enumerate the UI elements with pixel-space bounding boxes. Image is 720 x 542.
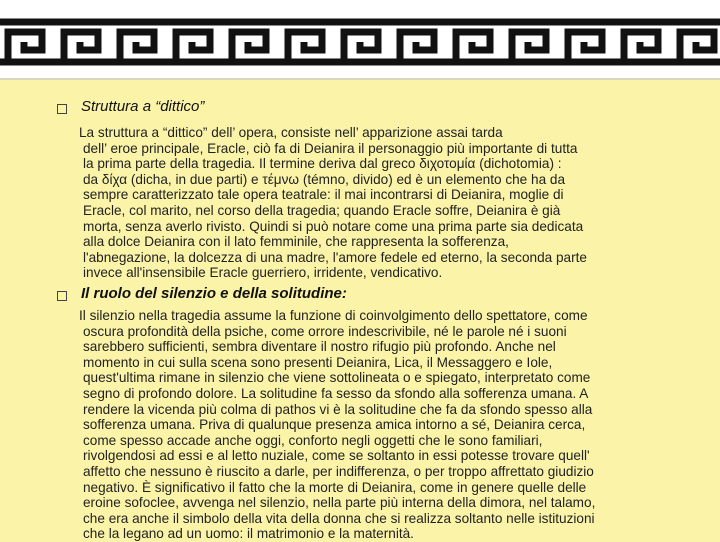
paragraph-line: sempre caratterizzato tale opera teatrale: il mai incontrarsi di Deianira, moglie di — [83, 187, 564, 203]
paragraph-line: che era anche il simbolo della vita della donna che si realizza soltanto nelle istituzioni — [83, 510, 595, 526]
paragraph-line: sofferenza umana. Priva di qualunque presenza amica intorno a sé, Deianira cerca, — [83, 417, 586, 433]
paragraph-line: sarebbero sufficienti, sembra diventare il nostro rifugio più profondo. Anche nel — [83, 339, 556, 355]
paragraph-line: affetto che nessuno è riuscito a darle, per indifferenza, o per troppo affrettato giudizio — [83, 463, 594, 479]
paragraph-line: oscura profondità della psiche, come orrore indescrivibile, né le parole né i suoni — [83, 323, 567, 339]
paragraph-line: rendere la vicenda più colma di pathos vi è la solitudine che fa da sfondo spesso alla — [83, 401, 593, 417]
paragraph-line: l'abnegazione, la dolcezza di una madre, l'amore fedele ed eterno, la seconda parte — [83, 249, 587, 265]
paragraph-line: eroine sofoclee, avvenga nel silenzio, nella parte più interna della dimora, nel talamo, — [83, 495, 596, 511]
greek-key-meander-icon — [0, 0, 720, 78]
paragraph-line: dell’ eroe principale, Eracle, ciò fa di Deianira il personaggio più importante di tutta — [83, 140, 578, 156]
paragraph-line: negativo. È significativo il fatto che la morte di Deianira, come in genere quelle delle — [83, 479, 587, 495]
square-bullet-icon — [57, 104, 67, 114]
section-heading: Struttura a “dittico” — [81, 98, 205, 115]
paragraph-line: quest'ultima rimane in silenzio che viene sottolineata o e spiegato, interpretato come — [83, 370, 591, 386]
paragraph-line: morta, senza averlo rivisto. Quindi si può notare come una prima parte sia dedicata — [83, 218, 584, 234]
paragraph-line: segno di profondo dolore. La solitudine fa sesso da sfondo alla sofferenza umana. A — [83, 385, 589, 401]
square-bullet-icon — [57, 291, 67, 301]
paragraph-line: La struttura a “dittico” dell’ opera, consiste nell’ apparizione assai tarda — [79, 125, 503, 140]
paragraph-line: la prima parte della tragedia. Il termine deriva dal greco διχοτομία (dichotomia) : — [83, 156, 562, 172]
paragraph-line: Il silenzio nella tragedia assume la funzione di coinvolgimento dello spettatore, come — [79, 308, 588, 323]
paragraph-line: alla dolce Deianira con il lato femminile, che rappresenta la sofferenza, — [83, 234, 509, 250]
section-heading: Il ruolo del silenzio e della solitudine: — [81, 285, 347, 302]
paragraph-line: rivolgendosi ad essi e al letto nuziale, come se soltanto in essi potesse trovare quell' — [83, 448, 590, 464]
paragraph-line: che la legano ad un uomo: il matrimonio e la maternità. — [83, 526, 414, 542]
paragraph-line: momento in cui sulla scena sono presenti Deianira, Lica, il Messaggero e Iole, — [83, 354, 553, 370]
paragraph-line: Eracle, col marito, nel corso della tragedia; quando Eracle soffre, Deianira è già — [83, 202, 561, 218]
paragraph-line: invece all'insensibile Eracle guerriero, irridente, vendicativo. — [83, 265, 443, 281]
section-paragraph — [79, 125, 709, 281]
section-paragraph — [79, 308, 709, 542]
greek-key-banner — [0, 0, 720, 80]
paragraph-line: da δίχα (dicha, in due parti) e τέμνω (témno, divido) ed è un elemento che ha da — [83, 171, 566, 187]
paragraph-line: come spesso accade anche oggi, conforto negli oggetti che le sono familiari, — [83, 432, 543, 448]
